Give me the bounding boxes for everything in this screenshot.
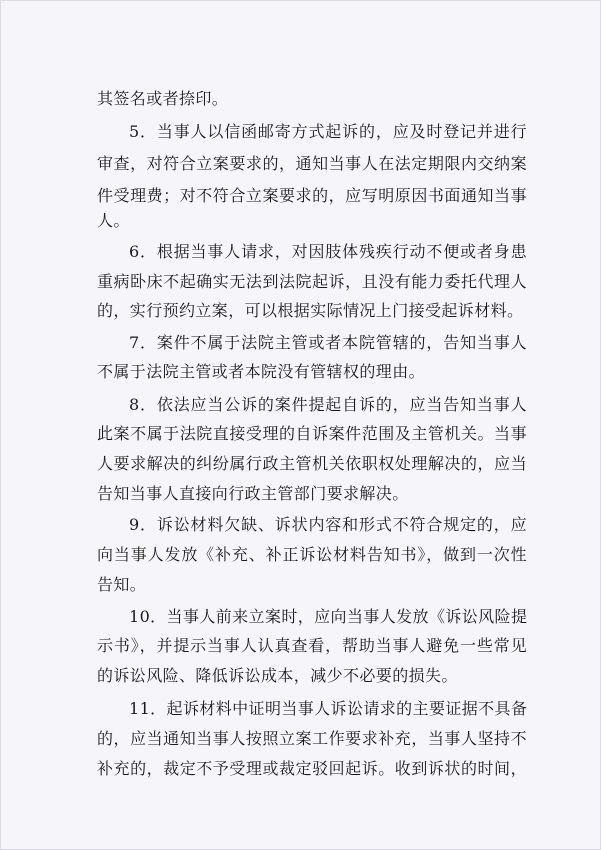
paragraph-11-line: 11．起诉材料中证明当事人诉讼请求的主要证据不具备 <box>129 699 527 718</box>
paragraph-5-line: 5．当事人以信函邮寄方式起诉的，应及时登记并进行 <box>129 122 527 141</box>
paragraph-8-line: 告知当事人直接向行政主管部门要求解决。 <box>97 484 409 503</box>
paragraph-7-line: 不属于法院主管或者本院没有管辖权的理由。 <box>97 362 426 381</box>
paragraph-6-line: 的，实行预约立案，可以根据实际情况上门接受起诉材料。 <box>97 301 524 320</box>
paragraph-9-line: 9．诉讼材料欠缺、诉状内容和形式不符合规定的，应 <box>129 515 527 534</box>
paragraph-9-line: 告知。 <box>97 575 147 594</box>
paragraph-8-line: 此案不属于法院直接受理的自诉案件范围及主管机关。当事 <box>97 424 527 443</box>
paragraph-11-line: 补充的，裁定不予受理或裁定驳回起诉。收到诉状的时间， <box>97 759 527 778</box>
paragraph-6-line: 6．根据当事人请求，对因肢体残疾行动不便或者身患 <box>129 242 527 261</box>
paragraph-11-line: 的，应当通知当事人按照立案工作要求补充，当事人坚持不 <box>97 729 527 748</box>
paragraph-9-line: 向当事人发放《补充、补正诉讼材料告知书》，做到一次性 <box>97 545 527 564</box>
paragraph-10-line: 的诉讼风险、降低诉讼成本，减少不必要的损失。 <box>97 666 458 685</box>
paragraph-6-line: 重病卧床不起确实无法到法院起诉，且没有能力委托代理人 <box>97 272 527 291</box>
paragraph-10-line: 示书》，并提示当事人认真查看，帮助当事人避免一些常见 <box>97 636 527 655</box>
paragraph-5-line: 件受理费；对不符合立案要求的，应写明原因书面通知当事 <box>97 186 527 205</box>
paragraph-10-line: 10．当事人前来立案时，应向当事人发放《诉讼风险提 <box>129 607 527 626</box>
text-line: 其签名或者捺印。 <box>97 89 229 108</box>
paragraph-5-line: 审查，对符合立案要求的，通知当事人在法定期限内交纳案 <box>97 154 527 173</box>
paragraph-5-line: 人。 <box>97 211 130 230</box>
paragraph-8-line: 8．依法应当公诉的案件提起自诉的，应当告知当事人 <box>129 395 527 414</box>
paragraph-8-line: 人要求解决的纠纷属行政主管机关依职权处理解决的，应当 <box>97 454 527 473</box>
paragraph-7-line: 7．案件不属于法院主管或者本院管辖的，告知当事人 <box>129 333 527 352</box>
